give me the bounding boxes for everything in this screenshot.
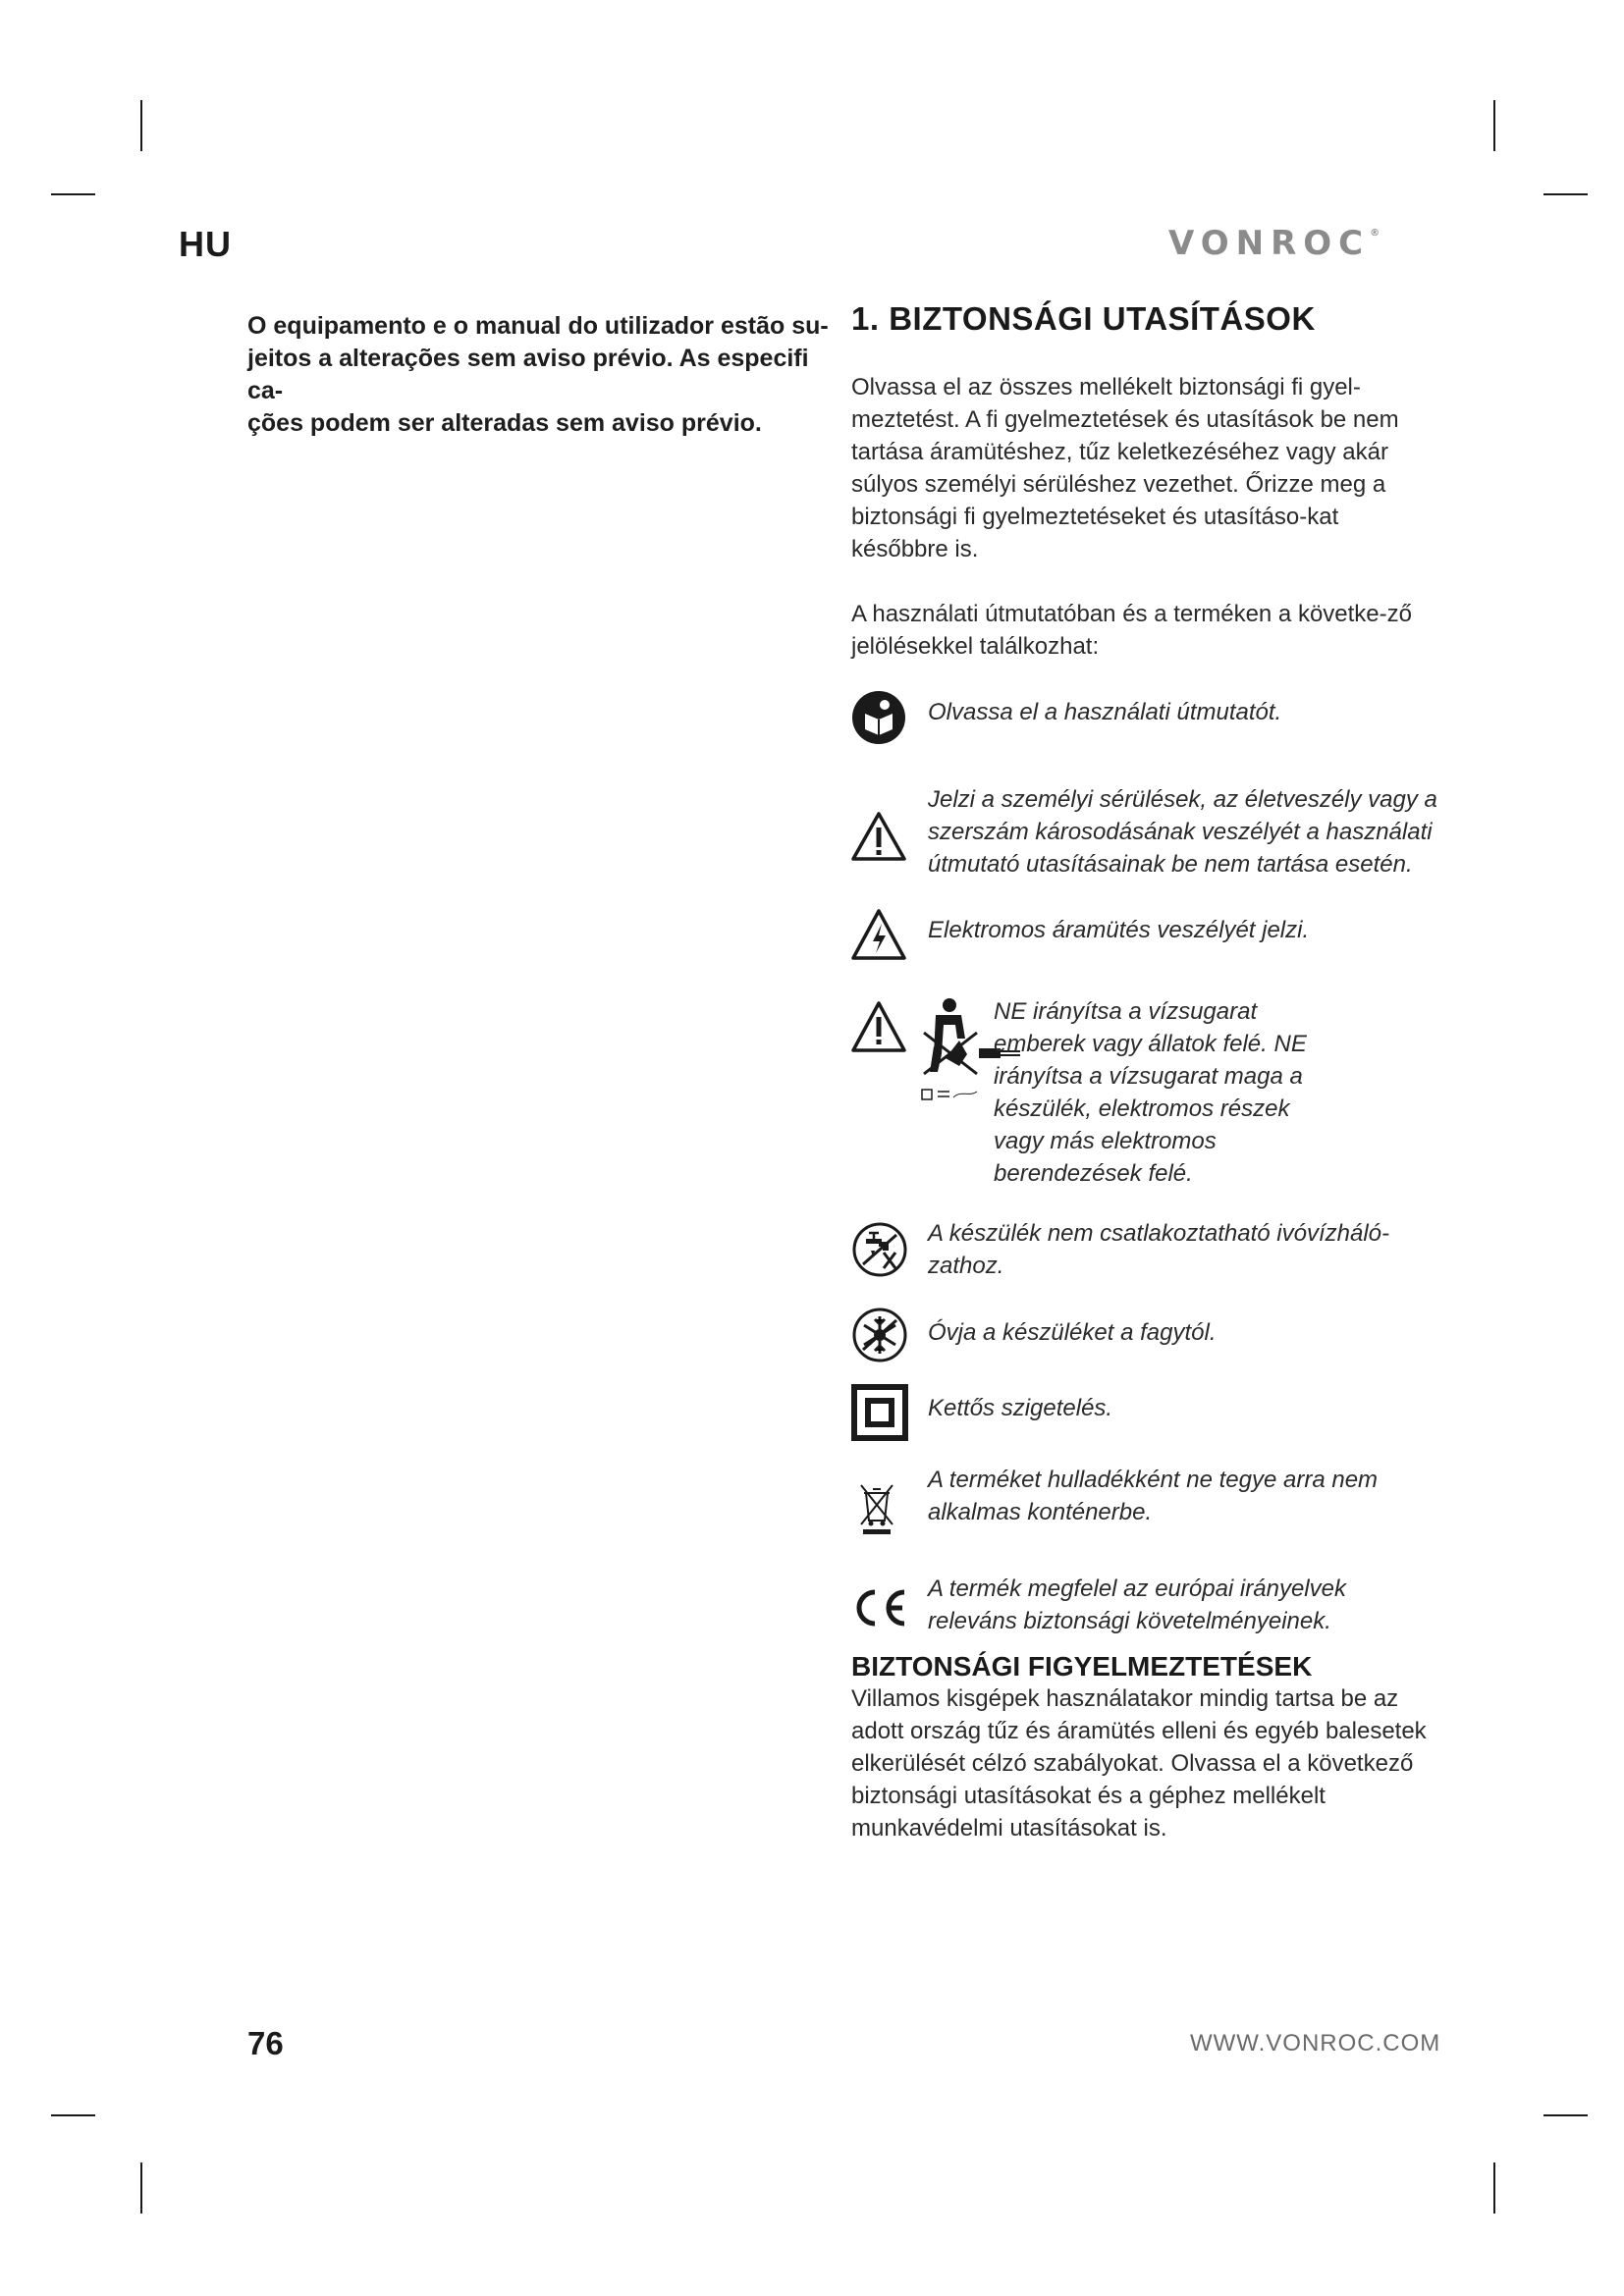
symbol-row [851, 783, 1440, 881]
crop-mark [51, 193, 95, 195]
section-title: 1. BIZTONSÁGI UTASÍTÁSOK [851, 300, 1316, 337]
symbol-text: A termék megfelel az európai irányelvek releváns biztonsági követelményeinek. [928, 1575, 1346, 1634]
symbol-text: Kettős szigetelés. [928, 1395, 1113, 1421]
language-code: HU [179, 224, 232, 264]
symbol-text: Elektromos áramütés veszélyét jelzi. [928, 917, 1310, 943]
crop-mark [1493, 2163, 1495, 2214]
crop-mark [140, 100, 142, 151]
symbol-row [851, 1307, 1440, 1368]
warnings-title: BIZTONSÁGI FIGYELMEZTETÉSEK [851, 1651, 1313, 1682]
left-note-line: jeitos a alterações sem aviso prévio. As especifi ca- [247, 345, 809, 404]
symbols-intro: A használati útmutatóban és a terméken a követke-ző jelölésekkel találkozhat: [851, 601, 1412, 660]
crop-mark [51, 2114, 95, 2116]
website-link[interactable]: WWW.VONROC.COM [1190, 2030, 1441, 2056]
symbol-text: Jelzi a személyi sérülések, az életveszély vagy a szerszám károsodásának veszélyét a használati útmutató utasításainak be nem tartása esetén. [928, 786, 1437, 878]
symbol-row [851, 1217, 1440, 1283]
symbol-text: Óvja a készüléket a fagytól. [928, 1319, 1217, 1346]
warnings-paragraph: Villamos kisgépek használatakor mindig tartsa be az adott ország tűz és áramütés elleni és egyéb balesetek elkerülését célzó szabályokat. Olvassa el a következő biztonsági utasításokat és a géphez mellékelt munkavédelmi utasításokat is. [851, 1685, 1427, 1842]
intro-paragraph: Olvassa el az összes mellékelt biztonsági fi gyel-meztetést. A fi gyelmeztetések és utasítások be nem tartása áramütéshez, tűz keletkezéséhez vagy akár súlyos személyi sérüléshez vezethet. Őrizze meg a biztonsági fi gyelmeztetéseket és utasításo-kat későbbre is. [851, 374, 1399, 562]
crop-mark [1493, 100, 1495, 151]
symbol-row [851, 1384, 1440, 1446]
symbol-text: A készülék nem csatlakoztatható ivóvízháló-zathoz. [928, 1220, 1390, 1279]
crop-mark [1543, 193, 1588, 195]
right-column [851, 300, 1440, 1844]
protect-from-frost-icon [851, 1307, 928, 1368]
symbol-row [851, 1573, 1440, 1637]
left-note-line: O equipamento e o manual do utilizador estão su- [247, 312, 829, 340]
page-number: 76 [247, 2025, 284, 2061]
symbol-row [851, 995, 1440, 1190]
crop-mark [1543, 2114, 1588, 2116]
symbol-row [851, 690, 1440, 750]
double-insulation-icon [851, 1384, 928, 1446]
crop-mark [140, 2163, 142, 2214]
left-note-line: ções podem ser alteradas sem aviso prévio. [247, 409, 762, 437]
symbol-text: A terméket hulladékként ne tegye arra nem alkalmas konténerbe. [928, 1467, 1379, 1525]
ce-mark-icon [851, 1573, 928, 1634]
electric-shock-icon [851, 908, 928, 966]
brand-logo: VONROC® [1168, 224, 1380, 263]
symbol-row [851, 1464, 1440, 1541]
left-note [247, 310, 837, 440]
symbol-text: NE irányítsa a vízsugarat emberek vagy állatok felé. NE irányítsa a vízsugarat maga a készülék, elektromos részek vagy más elektromos berendezések felé. [994, 998, 1307, 1187]
read-manual-icon [851, 690, 928, 750]
no-drinking-water-icon [851, 1217, 928, 1283]
symbol-text: Olvassa el a használati útmutatót. [928, 699, 1282, 725]
symbol-row [851, 908, 1440, 966]
warning-icon [851, 783, 928, 867]
weee-bin-icon [851, 1464, 928, 1541]
